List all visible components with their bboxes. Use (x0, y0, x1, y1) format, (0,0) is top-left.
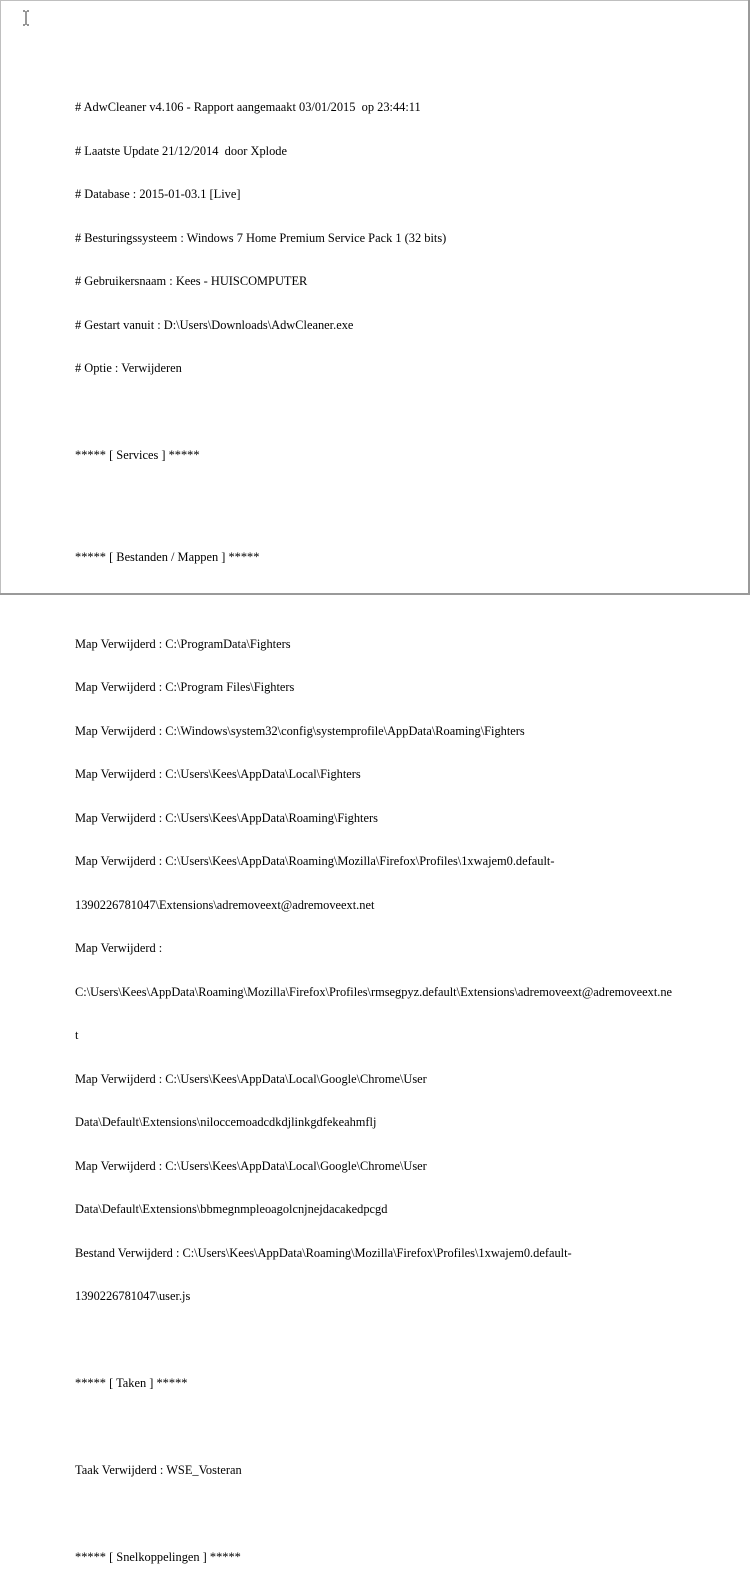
section-heading-files: ***** [ Bestanden / Mappen ] ***** (75, 549, 260, 564)
file-entry: 1390226781047\Extensions\adremoveext@adremoveext.net (75, 897, 375, 912)
file-entry: Map Verwijderd : C:\Users\Kees\AppData\Local\Google\Chrome\User (75, 1071, 427, 1086)
header-line: # AdwCleaner v4.106 - Rapport aangemaakt 03/01/2015 op 23:44:11 (75, 100, 421, 114)
file-entry: Map Verwijderd : C:\Users\Kees\AppData\Roaming\Fighters (75, 810, 378, 825)
file-entry: Map Verwijderd : C:\ProgramData\Fighters (75, 636, 291, 651)
header-line: # Besturingssysteem : Windows 7 Home Premium Service Pack 1 (32 bits) (75, 230, 447, 245)
header-line: # Gestart vanuit : D:\Users\Downloads\AdwCleaner.exe (75, 317, 354, 332)
file-entry: t (75, 1028, 79, 1042)
section-heading-shortcuts: ***** [ Snelkoppelingen ] ***** (75, 1550, 241, 1564)
file-entry: Map Verwijderd : C:\Users\Kees\AppData\Local\Google\Chrome\User (75, 1158, 427, 1173)
header-line: # Database : 2015-01-03.1 [Live] (75, 187, 241, 201)
file-entry: Data\Default\Extensions\bbmegnmpleoagolcnjnejdacakedpcgd (75, 1202, 388, 1216)
header-line: # Gebruikersnaam : Kees - HUISCOMPUTER (75, 274, 308, 288)
section-heading-tasks: ***** [ Taken ] ***** (75, 1376, 188, 1390)
text-cursor-icon (22, 10, 30, 26)
file-entry: 1390226781047\user.js (75, 1289, 191, 1303)
file-entry: Map Verwijderd : C:\Users\Kees\AppData\Local\Fighters (75, 767, 361, 781)
file-entry: Bestand Verwijderd : C:\Users\Kees\AppData\Roaming\Mozilla\Firefox\Profiles\1xwajem0.default- (75, 1245, 572, 1260)
file-entry: Map Verwijderd : C:\Users\Kees\AppData\Roaming\Mozilla\Firefox\Profiles\1xwajem0.default- (75, 854, 555, 868)
file-entry: Data\Default\Extensions\niloccemoadcdkdjlinkgdfekeahmflj (75, 1115, 377, 1129)
header-line: # Optie : Verwijderen (75, 361, 182, 375)
report-text[interactable] (75, 71, 695, 1579)
file-entry: Map Verwijderd : C:\Program Files\Fighters (75, 680, 295, 694)
file-entry: Map Verwijderd : C:\Windows\system32\config\systemprofile\AppData\Roaming\Fighters (75, 723, 525, 738)
section-heading-services: ***** [ Services ] ***** (75, 448, 200, 462)
task-entry: Taak Verwijderd : WSE_Vosteran (75, 1463, 242, 1477)
file-entry: Map Verwijderd : (75, 941, 163, 955)
file-entry: C:\Users\Kees\AppData\Roaming\Mozilla\Firefox\Profiles\rmsegpyz.default\Extensions\adremoveext@adremoveext.ne (75, 984, 673, 999)
header-line: # Laatste Update 21/12/2014 door Xplode (75, 143, 287, 158)
